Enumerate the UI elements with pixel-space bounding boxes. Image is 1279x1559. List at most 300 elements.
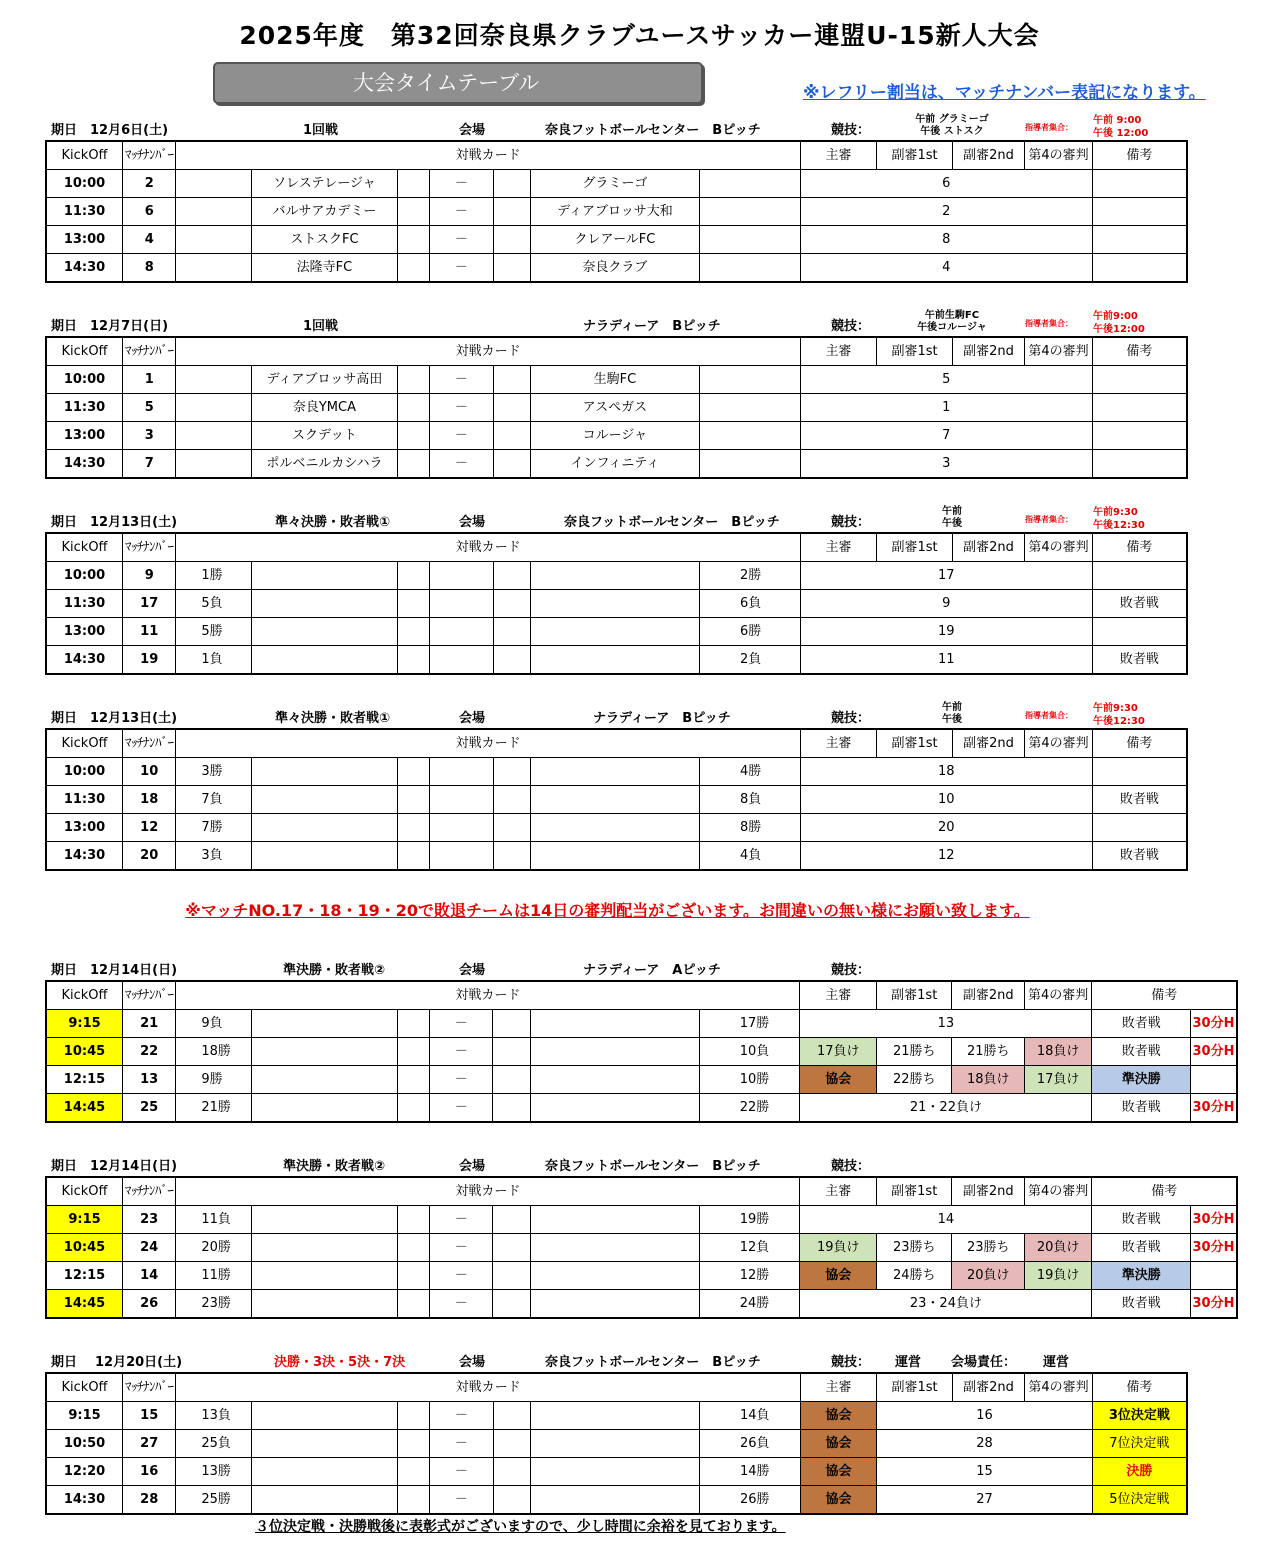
home-slot: 11勝 — [176, 1262, 252, 1290]
card-header: 対戦カード — [176, 1373, 800, 1402]
kickoff-time: 14:45 — [46, 1094, 123, 1123]
assistant-1: 24勝ち — [876, 1262, 952, 1290]
away-slot: 26負 — [700, 1430, 801, 1458]
table-row — [46, 198, 1187, 226]
table-row — [46, 1486, 1187, 1515]
home-slot: 5負 — [176, 590, 252, 618]
home-slot: 21勝 — [176, 1094, 252, 1123]
card-header: 対戦カード — [176, 337, 800, 366]
home-slot: 3勝 — [176, 758, 252, 786]
kickoff-time: 11:30 — [46, 198, 123, 226]
kickoff-header: KickOff — [46, 533, 123, 562]
match-number: 26 — [123, 1290, 176, 1319]
half-time-note: 30分H — [1191, 1234, 1237, 1262]
home-slot: 1勝 — [176, 562, 252, 590]
round-name: 準決勝・敗者戦② — [283, 1159, 386, 1174]
game-teams: 午前生駒FC 午後コルージャ — [917, 310, 987, 333]
schedule-section-6 — [45, 1150, 1238, 1319]
vs-dash: － — [430, 366, 493, 394]
match-number: 25 — [123, 1094, 176, 1123]
home-slot: 25勝 — [176, 1486, 252, 1515]
away-team: 奈良クラブ — [530, 254, 699, 283]
referee-assignment: 4 — [800, 254, 1092, 283]
away-slot: 12負 — [699, 1234, 800, 1262]
section-header — [45, 506, 1188, 532]
game-teams: 午前 午後 — [942, 702, 962, 725]
section-date: 12月14日(日) — [90, 963, 178, 978]
referee-assignment: 8 — [800, 226, 1092, 254]
match-note — [1092, 814, 1187, 842]
table-row — [46, 1402, 1187, 1430]
referee: 協会 — [800, 1066, 877, 1094]
half-time-note: 30分H — [1191, 1038, 1237, 1066]
referee-assignment: 19 — [800, 618, 1092, 646]
match-number: 6 — [123, 198, 176, 226]
referee-header: 主審 — [800, 729, 877, 758]
section-date: 12月14日(日) — [90, 1159, 178, 1174]
table-row — [46, 618, 1187, 646]
vs-dash: － — [430, 1066, 493, 1094]
referee-assignment: 28 — [877, 1430, 1092, 1458]
vs-dash: － — [430, 1290, 493, 1319]
match-number: 17 — [123, 590, 176, 618]
notes-header: 備考 — [1092, 1177, 1237, 1206]
venue-name: 奈良フットボールセンター Bピッチ — [564, 515, 780, 530]
venue-name: ナラディーア Bピッチ — [593, 711, 731, 726]
table-row — [46, 1234, 1237, 1262]
matchno-header: ﾏｯﾁﾅﾝﾊﾞｰ — [123, 337, 176, 366]
vs-dash: － — [430, 254, 493, 283]
table-row — [46, 1206, 1237, 1234]
table-row — [46, 1262, 1237, 1290]
ar1-header: 副審1st — [876, 981, 952, 1010]
referee-assignment: 3 — [800, 450, 1092, 479]
match-note: 準決勝 — [1092, 1066, 1191, 1094]
section-header — [45, 954, 1238, 980]
table-row — [46, 366, 1187, 394]
referee-assignment: 16 — [877, 1402, 1092, 1430]
date-label: 期日 — [51, 123, 78, 138]
home-slot: 13勝 — [176, 1458, 252, 1486]
away-slot: 24勝 — [699, 1290, 800, 1319]
venue-label: 会場 — [459, 1355, 486, 1370]
match-number: 18 — [123, 786, 176, 814]
match-note: 準決勝 — [1092, 1262, 1191, 1290]
match-number: 11 — [123, 618, 176, 646]
fourth-header: 第4の審判 — [1025, 1373, 1092, 1402]
vs-dash: － — [430, 450, 493, 479]
match-note: 敗者戦 — [1092, 1234, 1191, 1262]
away-team: アスペガス — [530, 394, 699, 422]
kickoff-time: 10:00 — [46, 170, 123, 198]
round-name: 1回戦 — [303, 319, 339, 334]
away-team: クレアールFC — [530, 226, 699, 254]
away-slot: 19勝 — [699, 1206, 800, 1234]
matchno-header: ﾏｯﾁﾅﾝﾊﾞｰ — [123, 533, 176, 562]
fourth-official: 18負け — [1024, 1038, 1091, 1066]
match-note: 決勝 — [1092, 1458, 1187, 1486]
game-label: 競技： — [831, 1159, 871, 1174]
kickoff-time: 14:45 — [46, 1290, 123, 1319]
home-slot: 20勝 — [176, 1234, 252, 1262]
home-slot: 23勝 — [176, 1290, 252, 1319]
leader-label: 指導者集合： — [1025, 515, 1073, 524]
game-teams: 午前 午後 — [942, 506, 962, 529]
notes-header: 備考 — [1092, 337, 1187, 366]
referee: 17負け — [800, 1038, 877, 1066]
kickoff-header: KickOff — [46, 337, 123, 366]
timetable-label: 大会タイムテーブル — [213, 62, 703, 104]
date-label: 期日 — [51, 711, 78, 726]
schedule-section-2 — [45, 310, 1188, 479]
home-slot: 13負 — [176, 1402, 252, 1430]
match-table — [45, 1372, 1188, 1515]
table-row — [46, 1094, 1237, 1123]
referee-assignment: 11 — [800, 646, 1092, 675]
table-row — [46, 758, 1187, 786]
venue-label: 会場 — [459, 515, 486, 530]
home-slot: 3負 — [176, 842, 252, 871]
table-row — [46, 562, 1187, 590]
venue-responsible-label: 会場責任： — [951, 1355, 1017, 1370]
card-header: 対戦カード — [176, 141, 800, 170]
game-label: 競技： — [831, 711, 871, 726]
referee-assignment: 1 — [800, 394, 1092, 422]
fourth-header: 第4の審判 — [1025, 337, 1092, 366]
away-slot: 14勝 — [700, 1458, 801, 1486]
away-team: グラミーゴ — [530, 170, 699, 198]
match-note: 3位決定戦 — [1092, 1402, 1187, 1430]
referee-header: 主審 — [800, 981, 877, 1010]
kickoff-time: 14:30 — [46, 450, 123, 479]
venue-name: ナラディーア Bピッチ — [583, 319, 721, 334]
match-number: 27 — [123, 1430, 176, 1458]
vs-dash: － — [430, 1094, 493, 1123]
matchno-header: ﾏｯﾁﾅﾝﾊﾞｰ — [123, 981, 176, 1010]
assistant-1: 22勝ち — [876, 1066, 952, 1094]
match-number: 28 — [123, 1486, 176, 1515]
section-date: 12月20日(土) — [95, 1355, 183, 1370]
referee: 協会 — [800, 1486, 877, 1515]
venue-label: 会場 — [459, 963, 486, 978]
referee-note: ※レフリー割当は、マッチナンバー表記になります。 — [803, 83, 1206, 103]
kickoff-time: 11:30 — [46, 394, 123, 422]
referee-header: 主審 — [800, 533, 877, 562]
ar1-header: 副審1st — [877, 1373, 953, 1402]
fourth-official: 17負け — [1024, 1066, 1091, 1094]
card-header: 対戦カード — [176, 533, 800, 562]
match-note: 7位決定戦 — [1092, 1430, 1187, 1458]
vs-dash: － — [430, 1262, 493, 1290]
kickoff-time: 14:30 — [46, 254, 123, 283]
table-row — [46, 1066, 1237, 1094]
section-header — [45, 1150, 1238, 1176]
venue-name: ナラディーア Aピッチ — [583, 963, 721, 978]
ar2-header: 副審2nd — [952, 337, 1025, 366]
round-name: 準決勝・敗者戦② — [283, 963, 386, 978]
table-row — [46, 1038, 1237, 1066]
kickoff-time: 9:15 — [46, 1206, 123, 1234]
match-number: 4 — [123, 226, 176, 254]
assistant-2: 21勝ち — [952, 1038, 1024, 1066]
ar1-header: 副審1st — [877, 141, 953, 170]
round-name: 決勝・3決・5決・7決 — [274, 1355, 406, 1370]
ar2-header: 副審2nd — [952, 1373, 1025, 1402]
match-number: 1 — [123, 366, 176, 394]
referee-assignment: 2 — [800, 198, 1092, 226]
referee-header: 主審 — [800, 141, 877, 170]
match-table — [45, 336, 1188, 479]
vs-dash: － — [430, 198, 493, 226]
home-team: 法隆寺FC — [251, 254, 397, 283]
match-note — [1092, 562, 1187, 590]
table-row — [46, 1458, 1187, 1486]
away-team: コルージャ — [530, 422, 699, 450]
referee-assignment: 12 — [800, 842, 1092, 871]
table-row — [46, 394, 1187, 422]
table-row — [46, 254, 1187, 283]
referee: 協会 — [800, 1430, 877, 1458]
referee-assignment: 14 — [800, 1206, 1092, 1234]
match-number: 10 — [123, 758, 176, 786]
match-number: 7 — [123, 450, 176, 479]
kickoff-header: KickOff — [46, 1373, 123, 1402]
vs-dash: － — [430, 1402, 493, 1430]
match-note: 敗者戦 — [1092, 590, 1187, 618]
away-slot: 8負 — [700, 786, 801, 814]
kickoff-time: 10:50 — [46, 1430, 123, 1458]
assistant-2: 18負け — [952, 1066, 1024, 1094]
kickoff-time: 13:00 — [46, 814, 123, 842]
ar1-header: 副審1st — [877, 337, 953, 366]
referee-header: 主審 — [800, 1177, 877, 1206]
referee-assignment: 23・24負け — [800, 1290, 1092, 1319]
match-number: 12 — [123, 814, 176, 842]
kickoff-time: 11:30 — [46, 590, 123, 618]
away-slot: 2勝 — [700, 562, 801, 590]
table-row — [46, 422, 1187, 450]
kickoff-time: 13:00 — [46, 422, 123, 450]
venue-label: 会場 — [459, 123, 486, 138]
date-label: 期日 — [51, 319, 78, 334]
match-number: 14 — [123, 1262, 176, 1290]
vs-dash: － — [430, 1486, 493, 1515]
vs-dash: － — [430, 1234, 493, 1262]
vs-dash: － — [430, 1458, 493, 1486]
match-number: 5 — [123, 394, 176, 422]
away-slot: 22勝 — [699, 1094, 800, 1123]
matchno-header: ﾏｯﾁﾅﾝﾊﾞｰ — [123, 729, 176, 758]
section-header — [45, 1346, 1188, 1372]
table-row — [46, 786, 1187, 814]
match-number: 23 — [123, 1206, 176, 1234]
match-note: 敗者戦 — [1092, 1206, 1191, 1234]
venue-label: 会場 — [459, 1159, 486, 1174]
home-team: ディアブロッサ高田 — [251, 366, 397, 394]
section-header — [45, 310, 1188, 336]
match-number: 2 — [123, 170, 176, 198]
table-row — [46, 226, 1187, 254]
venue-label: 会場 — [459, 711, 486, 726]
vs-dash: － — [430, 422, 493, 450]
header-row — [46, 533, 1187, 562]
match-table — [45, 980, 1238, 1123]
referee: 協会 — [800, 1402, 877, 1430]
referee-header: 主審 — [800, 337, 877, 366]
kickoff-time: 9:15 — [46, 1402, 123, 1430]
match-note — [1092, 758, 1187, 786]
venue-responsible: 運営 — [1043, 1355, 1070, 1370]
away-slot: 17勝 — [699, 1010, 800, 1038]
match-note: 5位決定戦 — [1092, 1486, 1187, 1515]
away-slot: 2負 — [700, 646, 801, 675]
gather-times: 午前9:30 午後12:30 — [1093, 703, 1145, 727]
away-slot: 26勝 — [700, 1486, 801, 1515]
section-date: 12月13日(土) — [90, 711, 178, 726]
referee-assignment: 15 — [877, 1458, 1092, 1486]
ceremony-note: ３位決定戦・決勝戦後に表彰式がございますので、少し時間に余裕を見ております。 — [255, 1519, 786, 1535]
game-label: 競技： — [831, 963, 871, 978]
notes-header: 備考 — [1092, 533, 1187, 562]
referee-assignment: 27 — [877, 1486, 1092, 1515]
round-name: 1回戦 — [303, 123, 339, 138]
kickoff-time: 10:45 — [46, 1038, 123, 1066]
kickoff-header: KickOff — [46, 981, 123, 1010]
kickoff-header: KickOff — [46, 729, 123, 758]
home-slot: 25負 — [176, 1430, 252, 1458]
date-label: 期日 — [51, 1159, 78, 1174]
referee-assignment: 13 — [800, 1010, 1092, 1038]
leader-label: 指導者集合： — [1025, 711, 1073, 720]
match-number: 8 — [123, 254, 176, 283]
ar1-header: 副審1st — [877, 729, 953, 758]
match-number: 15 — [123, 1402, 176, 1430]
game-teams: 午前 グラミーゴ 午後 ストスク — [915, 114, 989, 137]
kickoff-time: 10:00 — [46, 758, 123, 786]
kickoff-time: 10:00 — [46, 562, 123, 590]
section-header — [45, 114, 1188, 140]
section-date: 12月7日(日) — [90, 319, 169, 334]
header-row — [46, 141, 1187, 170]
home-slot: 1負 — [176, 646, 252, 675]
assistant-1: 23勝ち — [876, 1234, 952, 1262]
round-name: 準々決勝・敗者戦① — [275, 515, 391, 530]
leader-label: 指導者集合： — [1025, 123, 1073, 132]
match-number: 20 — [123, 842, 176, 871]
vs-dash: － — [430, 394, 493, 422]
away-team: ディアブロッサ大和 — [530, 198, 699, 226]
referee-duty-note: ※マッチNO.17・18・19・20で敗退チームは14日の審判配当がございます。お間違いの無い様にお願い致します。 — [185, 901, 1030, 920]
match-note: 敗者戦 — [1092, 842, 1187, 871]
vs-dash: － — [430, 226, 493, 254]
match-number: 21 — [123, 1010, 176, 1038]
match-number: 9 — [123, 562, 176, 590]
game-label: 競技： — [831, 1355, 871, 1370]
referee-header: 主審 — [800, 1373, 877, 1402]
away-slot: 10負 — [699, 1038, 800, 1066]
table-row — [46, 1010, 1237, 1038]
schedule-section-3 — [45, 506, 1188, 675]
vs-dash: － — [430, 1010, 493, 1038]
home-team: スクデット — [251, 422, 397, 450]
home-slot: 18勝 — [176, 1038, 252, 1066]
kickoff-time: 12:20 — [46, 1458, 123, 1486]
matchno-header: ﾏｯﾁﾅﾝﾊﾞｰ — [123, 1177, 176, 1206]
gather-times: 午前9:30 午後12:30 — [1093, 507, 1145, 531]
away-team: インフィニティ — [530, 450, 699, 479]
assistant-2: 23勝ち — [952, 1234, 1024, 1262]
header-row — [46, 729, 1187, 758]
match-note: 敗者戦 — [1092, 1290, 1191, 1319]
fourth-header: 第4の審判 — [1024, 1177, 1091, 1206]
notes-header: 備考 — [1092, 141, 1187, 170]
fourth-official: 20負け — [1024, 1234, 1091, 1262]
kickoff-time: 14:30 — [46, 1486, 123, 1515]
date-label: 期日 — [51, 515, 78, 530]
match-table — [45, 140, 1188, 283]
match-number: 22 — [123, 1038, 176, 1066]
fourth-header: 第4の審判 — [1025, 729, 1092, 758]
referee: 19負け — [800, 1234, 877, 1262]
venue-name: 奈良フットボールセンター Bピッチ — [545, 123, 761, 138]
match-note: 敗者戦 — [1092, 1010, 1191, 1038]
ar2-header: 副審2nd — [952, 1177, 1024, 1206]
kickoff-time: 10:45 — [46, 1234, 123, 1262]
home-team: 奈良YMCA — [251, 394, 397, 422]
referee-assignment: 20 — [800, 814, 1092, 842]
ar1-header: 副審1st — [877, 533, 953, 562]
home-slot: 9負 — [176, 1010, 252, 1038]
header-row — [46, 1177, 1237, 1206]
page-title: 2025年度 第32回奈良県クラブユースサッカー連盟U-15新人大会 — [239, 21, 1040, 50]
referee-assignment: 7 — [800, 422, 1092, 450]
away-slot: 4勝 — [700, 758, 801, 786]
assistant-2: 20負け — [952, 1262, 1024, 1290]
vs-dash: － — [430, 1206, 493, 1234]
kickoff-time: 10:00 — [46, 366, 123, 394]
ar1-header: 副審1st — [876, 1177, 952, 1206]
referee-assignment: 21・22負け — [800, 1094, 1092, 1123]
kickoff-time: 14:30 — [46, 646, 123, 675]
schedule-section-7 — [45, 1346, 1188, 1515]
away-team: 生駒FC — [530, 366, 699, 394]
referee-assignment: 9 — [800, 590, 1092, 618]
half-time-note — [1191, 1262, 1237, 1290]
match-note — [1092, 618, 1187, 646]
fourth-header: 第4の審判 — [1025, 141, 1092, 170]
referee-assignment: 17 — [800, 562, 1092, 590]
referee: 協会 — [800, 1262, 877, 1290]
table-row — [46, 590, 1187, 618]
home-slot: 7勝 — [176, 814, 252, 842]
kickoff-time: 14:30 — [46, 842, 123, 871]
home-slot: 9勝 — [176, 1066, 252, 1094]
away-slot: 14負 — [700, 1402, 801, 1430]
table-row — [46, 814, 1187, 842]
game-label: 競技： — [831, 319, 871, 334]
table-row — [46, 842, 1187, 871]
section-date: 12月6日(土) — [90, 123, 169, 138]
notes-header: 備考 — [1092, 981, 1237, 1010]
away-slot: 10勝 — [699, 1066, 800, 1094]
match-table — [45, 532, 1188, 675]
home-team: ポルベニルカシハラ — [251, 450, 397, 479]
game-label: 競技： — [831, 123, 871, 138]
half-time-note: 30分H — [1191, 1010, 1237, 1038]
header-row — [46, 981, 1237, 1010]
card-header: 対戦カード — [176, 981, 800, 1010]
table-row — [46, 170, 1187, 198]
